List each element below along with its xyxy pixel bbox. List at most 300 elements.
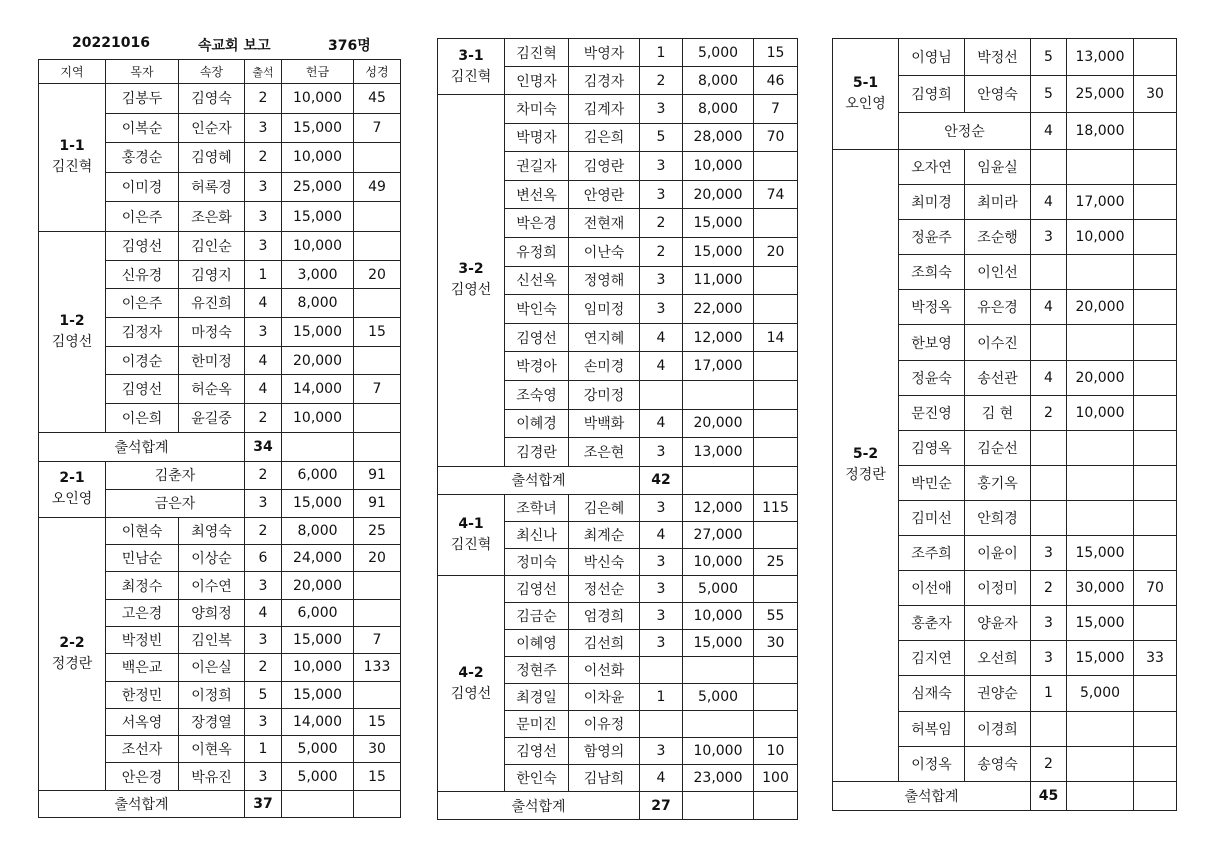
bible-cell: 33 [1134, 641, 1177, 676]
bible-cell [754, 657, 798, 684]
leader-cell: 함영의 [569, 738, 640, 765]
bible-cell: 30 [754, 629, 798, 656]
offering-cell: 10,000 [282, 84, 354, 114]
region-group [833, 150, 1177, 782]
attendance-total-label: 출석합계 [438, 466, 640, 494]
offering-cell: 10,000 [683, 602, 754, 629]
offering-cell [1067, 255, 1134, 290]
attend-cell: 5 [1031, 76, 1067, 113]
report-date: 20221016 [72, 35, 150, 51]
attend-cell: 4 [1031, 290, 1067, 325]
offering-cell: 14,000 [282, 708, 354, 735]
col-header-offering: 헌금 [282, 60, 354, 84]
attend-cell: 3 [640, 738, 683, 765]
attend-cell: 1 [640, 684, 683, 711]
bible-cell: 7 [354, 375, 401, 404]
attend-cell: 3 [1031, 220, 1067, 255]
leader-cell: 조순행 [965, 220, 1031, 255]
bible-cell [1134, 220, 1177, 255]
bible-cell [354, 231, 401, 260]
leader-cell: 이상순 [179, 545, 245, 572]
pastor-cell: 정미숙 [505, 548, 569, 575]
leader-cell: 연지혜 [569, 323, 640, 352]
report-header [38, 33, 400, 55]
region-group [833, 39, 1177, 150]
leader-cell: 김경자 [569, 67, 640, 95]
pastor-cell: 허복임 [899, 711, 965, 746]
attend-cell: 4 [1031, 185, 1067, 220]
pastor-cell: 차미숙 [505, 95, 569, 124]
bible-cell: 10 [754, 738, 798, 765]
offering-cell: 15,000 [683, 237, 754, 266]
pastor-cell: 이은주 [106, 202, 179, 232]
attend-cell: 4 [1031, 113, 1067, 150]
bible-cell [1134, 606, 1177, 641]
pastor-cell: 김영옥 [899, 430, 965, 465]
leader-cell: 오선희 [965, 641, 1031, 676]
leader-cell: 이차윤 [569, 684, 640, 711]
leader-cell: 이현옥 [179, 736, 245, 763]
leader-cell: 이수연 [179, 572, 245, 599]
leader-cell: 이유정 [569, 711, 640, 738]
attend-cell: 3 [1031, 641, 1067, 676]
pastor-cell: 조희숙 [899, 255, 965, 290]
attend-cell: 4 [245, 599, 282, 626]
offering-cell [683, 711, 754, 738]
pastor-cell: 고은경 [106, 599, 179, 626]
offering-cell: 8,000 [683, 95, 754, 124]
region-leader-name: 정경란 [51, 655, 93, 672]
offering-cell: 6,000 [282, 599, 354, 626]
leader-cell: 양윤자 [965, 606, 1031, 641]
leader-cell: 안희경 [965, 500, 1031, 535]
attend-cell: 2 [640, 67, 683, 95]
pastor-cell: 민남순 [106, 545, 179, 572]
table-row [39, 84, 401, 114]
offering-cell: 10,000 [1067, 395, 1134, 430]
offering-cell [282, 432, 354, 461]
table-row [438, 39, 798, 67]
region-cell [438, 494, 505, 575]
bible-cell [354, 790, 401, 817]
pastor-cell: 한인숙 [505, 765, 569, 792]
pastor-cell: 박인숙 [505, 295, 569, 324]
attendance-table-2 [437, 38, 798, 820]
attend-cell: 4 [245, 375, 282, 404]
offering-cell: 10,000 [282, 404, 354, 433]
pastor-cell: 김영선 [106, 375, 179, 404]
attend-cell: 3 [245, 202, 282, 232]
attendance-total-value: 37 [245, 790, 282, 817]
offering-cell: 5,000 [683, 684, 754, 711]
bible-cell [1134, 500, 1177, 535]
bible-cell [1134, 113, 1177, 150]
pastor-cell: 금은자 [106, 489, 245, 517]
region-group [39, 517, 401, 790]
offering-cell: 6,000 [282, 461, 354, 489]
leader-cell: 최미라 [965, 185, 1031, 220]
offering-cell: 30,000 [1067, 571, 1134, 606]
attendance-total-label: 출석합계 [833, 781, 1031, 810]
bible-cell: 20 [754, 237, 798, 266]
attend-cell: 4 [245, 346, 282, 375]
region-group [438, 494, 798, 575]
offering-cell [1067, 500, 1134, 535]
region-cell [39, 517, 106, 790]
leader-cell: 김선희 [569, 629, 640, 656]
attend-cell: 4 [640, 765, 683, 792]
bible-cell [354, 432, 401, 461]
leader-cell: 김인순 [179, 231, 245, 260]
attendance-total-group [39, 432, 401, 461]
bible-cell: 30 [354, 736, 401, 763]
offering-cell [683, 657, 754, 684]
attend-cell: 4 [245, 289, 282, 318]
attend-cell: 3 [640, 575, 683, 602]
bible-cell: 25 [754, 548, 798, 575]
leader-cell: 이은실 [179, 654, 245, 681]
pastor-cell: 김미선 [899, 500, 965, 535]
region-cell [833, 39, 899, 150]
region-code: 1-1 [59, 138, 85, 155]
region-group [438, 95, 798, 467]
attend-cell: 2 [245, 654, 282, 681]
pastor-cell: 박정빈 [106, 626, 179, 653]
offering-cell: 5,000 [683, 39, 754, 67]
table-row [39, 517, 401, 544]
leader-cell: 최영숙 [179, 517, 245, 544]
attend-cell: 2 [640, 209, 683, 238]
leader-cell: 엄경희 [569, 602, 640, 629]
bible-cell [354, 202, 401, 232]
region-cell [39, 84, 106, 232]
attendance-table-1 [38, 59, 401, 818]
leader-cell: 김영란 [569, 152, 640, 181]
offering-cell: 23,000 [683, 765, 754, 792]
offering-cell: 8,000 [282, 517, 354, 544]
col-header-attend: 출석 [245, 60, 282, 84]
bible-cell: 91 [354, 489, 401, 517]
pastor-cell: 유정희 [505, 237, 569, 266]
leader-cell: 김영지 [179, 260, 245, 289]
bible-cell [354, 289, 401, 318]
attend-cell [1031, 255, 1067, 290]
offering-cell: 20,000 [1067, 360, 1134, 395]
pastor-cell: 정윤주 [899, 220, 965, 255]
offering-cell: 5,000 [683, 575, 754, 602]
bible-cell [754, 466, 798, 494]
region-group [39, 84, 401, 232]
attend-cell: 3 [245, 113, 282, 143]
pastor-cell: 이미경 [106, 172, 179, 202]
leader-cell: 박백화 [569, 409, 640, 438]
attend-cell: 3 [640, 494, 683, 521]
bible-cell: 7 [754, 95, 798, 124]
attend-cell: 3 [640, 295, 683, 324]
leader-cell: 이선화 [569, 657, 640, 684]
leader-cell: 손미경 [569, 352, 640, 381]
leader-cell: 김영숙 [179, 84, 245, 114]
pastor-cell: 안은경 [106, 763, 179, 790]
offering-cell: 15,000 [282, 489, 354, 517]
leader-cell: 이정희 [179, 681, 245, 708]
leader-cell: 김남희 [569, 765, 640, 792]
pastor-cell: 김영희 [899, 76, 965, 113]
offering-cell: 20,000 [683, 180, 754, 209]
attend-cell: 4 [640, 323, 683, 352]
bible-cell: 100 [754, 765, 798, 792]
attend-cell: 3 [1031, 606, 1067, 641]
bible-cell [1134, 395, 1177, 430]
offering-cell [1067, 465, 1134, 500]
pastor-cell: 최정수 [106, 572, 179, 599]
attend-cell: 3 [640, 95, 683, 124]
region-code: 4-1 [458, 515, 484, 532]
pastor-cell: 최신나 [505, 521, 569, 548]
leader-cell: 조은화 [179, 202, 245, 232]
pastor-cell: 정현주 [505, 657, 569, 684]
attend-cell: 3 [640, 602, 683, 629]
offering-cell: 15,000 [282, 626, 354, 653]
pastor-cell: 김정자 [106, 318, 179, 347]
attend-cell [1031, 465, 1067, 500]
bible-cell [754, 380, 798, 409]
region-leader-name: 김영선 [450, 282, 492, 299]
offering-cell: 10,000 [1067, 220, 1134, 255]
offering-cell: 17,000 [1067, 185, 1134, 220]
offering-cell: 25,000 [282, 172, 354, 202]
region-cell [438, 95, 505, 467]
pastor-cell: 이영님 [899, 39, 965, 76]
attend-cell [640, 380, 683, 409]
bible-cell: 49 [354, 172, 401, 202]
leader-cell: 이경희 [965, 711, 1031, 746]
bible-cell [1134, 290, 1177, 325]
bible-cell: 15 [354, 763, 401, 790]
bible-cell [754, 152, 798, 181]
offering-cell [1067, 150, 1134, 185]
attendance-total-label: 출석합계 [39, 790, 245, 817]
pastor-cell: 조주희 [899, 536, 965, 571]
attend-cell: 3 [245, 318, 282, 347]
leader-cell: 조은현 [569, 438, 640, 467]
pastor-cell: 박경아 [505, 352, 569, 381]
pastor-cell: 김금순 [505, 602, 569, 629]
pastor-cell: 문진영 [899, 395, 965, 430]
bible-cell: 7 [354, 113, 401, 143]
leader-cell: 이정미 [965, 571, 1031, 606]
offering-cell: 5,000 [282, 763, 354, 790]
attend-cell: 2 [640, 237, 683, 266]
attend-cell: 1 [1031, 676, 1067, 711]
offering-cell: 3,000 [282, 260, 354, 289]
attend-cell: 2 [245, 84, 282, 114]
pastor-cell: 김영선 [505, 575, 569, 602]
leader-cell: 권양순 [965, 676, 1031, 711]
attend-cell: 2 [1031, 746, 1067, 781]
attend-cell [640, 711, 683, 738]
attend-cell: 1 [245, 736, 282, 763]
bible-cell [754, 575, 798, 602]
leader-cell: 인순자 [179, 113, 245, 143]
region-leader-name: 김진혁 [51, 159, 93, 176]
bible-cell [354, 404, 401, 433]
pastor-cell: 김진혁 [505, 39, 569, 67]
region-leader-name: 김영선 [51, 333, 93, 350]
leader-cell: 이윤이 [965, 536, 1031, 571]
region-cell [39, 461, 106, 517]
bible-cell: 115 [754, 494, 798, 521]
bible-cell: 46 [754, 67, 798, 95]
pastor-cell: 김춘자 [106, 461, 245, 489]
bible-cell: 91 [354, 461, 401, 489]
attend-cell [1031, 430, 1067, 465]
pastor-cell: 이선애 [899, 571, 965, 606]
attend-cell: 2 [1031, 571, 1067, 606]
attendance-total-value: 45 [1031, 781, 1067, 810]
leader-cell: 송영숙 [965, 746, 1031, 781]
pastor-cell: 조선자 [106, 736, 179, 763]
attend-cell: 2 [245, 461, 282, 489]
pastor-cell: 이현숙 [106, 517, 179, 544]
bible-cell: 55 [754, 602, 798, 629]
leader-cell: 박유진 [179, 763, 245, 790]
bible-cell [1134, 676, 1177, 711]
table-row [438, 575, 798, 602]
leader-cell: 안영숙 [965, 76, 1031, 113]
pastor-cell: 서옥영 [106, 708, 179, 735]
pastor-cell: 김경란 [505, 438, 569, 467]
pastor-cell: 신선옥 [505, 266, 569, 295]
table-header-row [39, 60, 401, 84]
bible-cell [1134, 325, 1177, 360]
bible-cell: 45 [354, 84, 401, 114]
leader-cell: 이인선 [965, 255, 1031, 290]
pastor-cell: 이정옥 [899, 746, 965, 781]
offering-cell [683, 466, 754, 494]
leader-cell: 전현재 [569, 209, 640, 238]
attendance-table-3 [832, 38, 1177, 811]
attendance-total-value: 27 [640, 792, 683, 820]
attend-cell: 4 [1031, 360, 1067, 395]
leader-cell: 정선순 [569, 575, 640, 602]
pastor-cell: 한보영 [899, 325, 965, 360]
attend-cell: 1 [245, 260, 282, 289]
bible-cell [754, 295, 798, 324]
bible-cell [354, 572, 401, 599]
table-row [833, 39, 1177, 76]
bible-cell [1134, 39, 1177, 76]
attend-cell: 3 [640, 152, 683, 181]
offering-cell: 24,000 [282, 545, 354, 572]
region-group [39, 231, 401, 432]
offering-cell: 15,000 [1067, 536, 1134, 571]
leader-cell: 최계순 [569, 521, 640, 548]
offering-cell: 15,000 [282, 202, 354, 232]
pastor-cell: 신유경 [106, 260, 179, 289]
bible-cell: 70 [754, 123, 798, 152]
table-row [438, 494, 798, 521]
offering-cell: 20,000 [282, 346, 354, 375]
pastor-cell: 조숙영 [505, 380, 569, 409]
offering-cell: 27,000 [683, 521, 754, 548]
offering-cell: 13,000 [683, 438, 754, 467]
offering-cell: 8,000 [683, 67, 754, 95]
attendance-total-row [39, 432, 401, 461]
leader-cell: 김 현 [965, 395, 1031, 430]
bible-cell [1134, 746, 1177, 781]
attendance-total-group [438, 466, 798, 494]
attend-cell: 3 [245, 626, 282, 653]
bible-cell [754, 684, 798, 711]
leader-cell: 임미정 [569, 295, 640, 324]
attendance-total-group [438, 792, 798, 820]
pastor-cell: 김지연 [899, 641, 965, 676]
leader-cell: 허록경 [179, 172, 245, 202]
region-leader-name: 오인영 [51, 491, 93, 508]
region-code: 4-2 [458, 664, 484, 681]
leader-cell: 안영란 [569, 180, 640, 209]
offering-cell: 15,000 [683, 209, 754, 238]
bible-cell [1134, 255, 1177, 290]
offering-cell: 17,000 [683, 352, 754, 381]
attend-cell: 3 [640, 266, 683, 295]
offering-cell [1067, 430, 1134, 465]
offering-cell: 18,000 [1067, 113, 1134, 150]
bible-cell [1134, 360, 1177, 395]
attend-cell: 3 [1031, 536, 1067, 571]
attend-cell: 3 [640, 180, 683, 209]
region-group [39, 461, 401, 517]
offering-cell: 25,000 [1067, 76, 1134, 113]
offering-cell: 22,000 [683, 295, 754, 324]
pastor-cell: 김봉두 [106, 84, 179, 114]
region-cell [833, 150, 899, 782]
attendance-total-label: 출석합계 [39, 432, 245, 461]
pastor-cell: 김영선 [106, 231, 179, 260]
region-code: 3-1 [458, 47, 484, 64]
offering-cell: 15,000 [683, 629, 754, 656]
attend-cell: 5 [1031, 39, 1067, 76]
pastor-cell: 박은경 [505, 209, 569, 238]
leader-cell: 마정숙 [179, 318, 245, 347]
attend-cell: 3 [640, 438, 683, 467]
attend-cell: 2 [245, 404, 282, 433]
bible-cell: 15 [354, 708, 401, 735]
attendance-total-row [39, 790, 401, 817]
leader-cell: 양희정 [179, 599, 245, 626]
attend-cell [1031, 150, 1067, 185]
leader-cell: 이수진 [965, 325, 1031, 360]
bible-cell: 70 [1134, 571, 1177, 606]
attend-cell: 2 [245, 143, 282, 173]
offering-cell: 13,000 [1067, 39, 1134, 76]
leader-cell: 김계자 [569, 95, 640, 124]
bible-cell: 15 [754, 39, 798, 67]
offering-cell: 20,000 [1067, 290, 1134, 325]
pastor-cell: 조학녀 [505, 494, 569, 521]
attendance-total-label: 출석합계 [438, 792, 640, 820]
bible-cell [754, 266, 798, 295]
leader-cell: 임윤실 [965, 150, 1031, 185]
offering-cell: 8,000 [282, 289, 354, 318]
attend-cell: 3 [245, 172, 282, 202]
pastor-cell: 박정옥 [899, 290, 965, 325]
leader-cell: 강미정 [569, 380, 640, 409]
region-cell [438, 39, 505, 95]
offering-cell: 10,000 [683, 548, 754, 575]
attend-cell: 3 [640, 548, 683, 575]
